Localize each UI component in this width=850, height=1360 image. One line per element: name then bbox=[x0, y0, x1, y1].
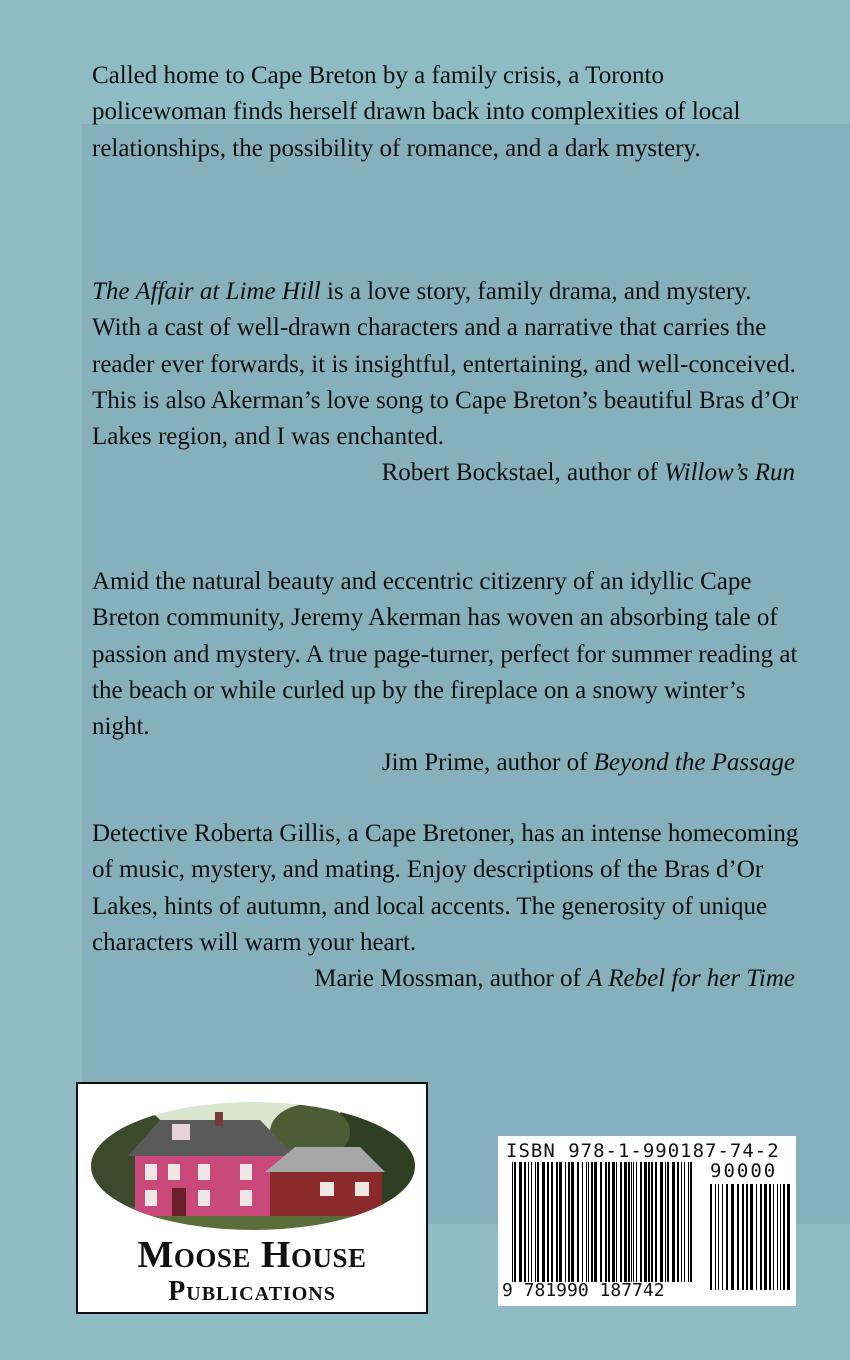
addon-bar bbox=[731, 1184, 734, 1290]
review-3-attribution bbox=[92, 961, 804, 997]
addon-bar bbox=[764, 1184, 767, 1290]
barcode-bar bbox=[608, 1162, 610, 1282]
review-3-author: Marie Mossman, author of bbox=[314, 965, 588, 993]
review-1-body: is a love story, family drama, and mystery. With a cast of well-drawn characters and a narrative that carries the reader ever forwards, it is insightful, entertaining, and well-conceived. This is also Akerman’s love song to Cape Breton’s beautiful Bras d’Or Lakes region, and I was enchanted. bbox=[92, 278, 799, 451]
price-addon-label: 90000 bbox=[710, 1160, 778, 1182]
barcode-bar bbox=[577, 1162, 579, 1282]
addon-bar bbox=[783, 1184, 785, 1290]
addon-bar bbox=[722, 1184, 723, 1290]
addon-bar bbox=[726, 1184, 728, 1290]
barcode-bar bbox=[559, 1162, 562, 1282]
review-1-author: Robert Bockstael, author of bbox=[381, 459, 665, 487]
barcode-bar bbox=[660, 1162, 663, 1282]
review-2-author: Jim Prime, author of bbox=[381, 749, 594, 777]
barcode-bar bbox=[512, 1162, 513, 1282]
barcode-bar bbox=[690, 1162, 692, 1282]
review-3-author-book: A Rebel for her Time bbox=[587, 965, 795, 993]
barcode-bar bbox=[665, 1162, 666, 1282]
blurb-text: Called home to Cape Breton by a family crisis, a Toronto policewoman finds herself drawn back into complexities of local relationships, the possibility of romance, and a dark mystery. bbox=[92, 62, 741, 162]
review-3 bbox=[92, 816, 804, 997]
barcode-bar bbox=[586, 1162, 587, 1282]
barcode-bar bbox=[528, 1162, 529, 1282]
barcode-bar bbox=[644, 1162, 647, 1282]
barcode-bar bbox=[651, 1162, 653, 1282]
addon-bar bbox=[737, 1184, 739, 1290]
barcode-bar bbox=[684, 1162, 685, 1282]
addon-bar bbox=[760, 1184, 762, 1290]
review-2-text: Amid the natural beauty and eccentric citizenry of an idyllic Cape Breton community, Jeremy Akerman has woven an absorbing tale of passion and mystery. A true page-turner, perfect for summer reading at the beach or while curled up by the fireplace on a snowy winter’s night. bbox=[92, 568, 798, 741]
barcode-bar bbox=[605, 1162, 607, 1282]
barcode-bar bbox=[616, 1162, 617, 1282]
barcode-bar bbox=[514, 1162, 516, 1282]
addon-bar bbox=[756, 1184, 757, 1290]
addon-bar bbox=[746, 1184, 748, 1290]
house-illustration bbox=[90, 1102, 416, 1234]
review-1 bbox=[92, 274, 804, 492]
addon-bar bbox=[718, 1184, 719, 1290]
review-2-attribution bbox=[92, 745, 804, 781]
barcode-bar bbox=[537, 1162, 539, 1282]
addon-bar bbox=[773, 1184, 774, 1290]
barcode-bar bbox=[612, 1162, 615, 1282]
barcode-bar bbox=[636, 1162, 637, 1282]
addon-bar bbox=[742, 1184, 744, 1290]
barcode-bar bbox=[631, 1162, 632, 1282]
barcode-bar bbox=[620, 1162, 622, 1282]
review-1-text bbox=[92, 274, 804, 455]
addon-bar bbox=[777, 1184, 778, 1290]
barcode-bar bbox=[655, 1162, 657, 1282]
publisher-logo bbox=[76, 1082, 428, 1314]
barcode-bar bbox=[565, 1162, 566, 1282]
barcode-bar bbox=[547, 1162, 549, 1282]
barcode-bar bbox=[524, 1162, 526, 1282]
addon-bar bbox=[750, 1184, 753, 1290]
barcode-bar bbox=[588, 1162, 589, 1282]
barcode-bar bbox=[624, 1162, 627, 1282]
addon-bar bbox=[780, 1184, 781, 1290]
isbn-label: ISBN 978-1-990187-74-2 bbox=[506, 1140, 780, 1162]
review-2 bbox=[92, 564, 804, 782]
barcode-bar bbox=[594, 1162, 597, 1282]
barcode-bar bbox=[681, 1162, 682, 1282]
isbn-barcode bbox=[498, 1136, 796, 1306]
barcode-bar bbox=[556, 1162, 558, 1282]
barcode-bar bbox=[672, 1162, 675, 1282]
addon-bar bbox=[710, 1184, 712, 1290]
barcode-bar bbox=[648, 1162, 650, 1282]
publisher-name: Moose House bbox=[137, 1234, 367, 1276]
addon-bar bbox=[787, 1184, 790, 1290]
publisher-subtitle: Publications bbox=[168, 1276, 336, 1307]
barcode-bar bbox=[531, 1162, 532, 1282]
review-1-book-title: The Affair at Lime Hill bbox=[92, 278, 321, 305]
barcode-bar bbox=[582, 1162, 583, 1282]
barcode-bar bbox=[535, 1162, 536, 1282]
barcode-bar bbox=[568, 1162, 570, 1282]
barcode-bar bbox=[688, 1162, 689, 1282]
barcode-bar bbox=[542, 1162, 545, 1282]
barcode-bar bbox=[519, 1162, 522, 1282]
barcode-bar bbox=[571, 1162, 574, 1282]
barcode-bar bbox=[640, 1162, 642, 1282]
barcode-bar bbox=[600, 1162, 602, 1282]
addon-bar bbox=[769, 1184, 771, 1290]
review-2-author-book: Beyond the Passage bbox=[593, 749, 795, 777]
barcode-bar bbox=[677, 1162, 679, 1282]
book-blurb bbox=[92, 58, 804, 167]
review-3-text: Detective Roberta Gillis, a Cape Bretoner, has an intense homecoming of music, mystery, and mating. Enjoy descriptions of the Bras d’Or Lakes, hints of autumn, and local accents. The generosity of unique characters will warm your heart. bbox=[92, 820, 799, 956]
barcode-bar bbox=[667, 1162, 669, 1282]
barcode-bar bbox=[628, 1162, 630, 1282]
barcode-bar bbox=[551, 1162, 553, 1282]
addon-bar bbox=[715, 1184, 716, 1290]
barcode-bar bbox=[633, 1162, 634, 1282]
review-1-author-book: Willow’s Run bbox=[664, 459, 795, 487]
barcode-digits: 9 781990 187742 bbox=[502, 1280, 665, 1301]
review-1-attribution bbox=[92, 455, 804, 491]
barcode-bar bbox=[591, 1162, 593, 1282]
